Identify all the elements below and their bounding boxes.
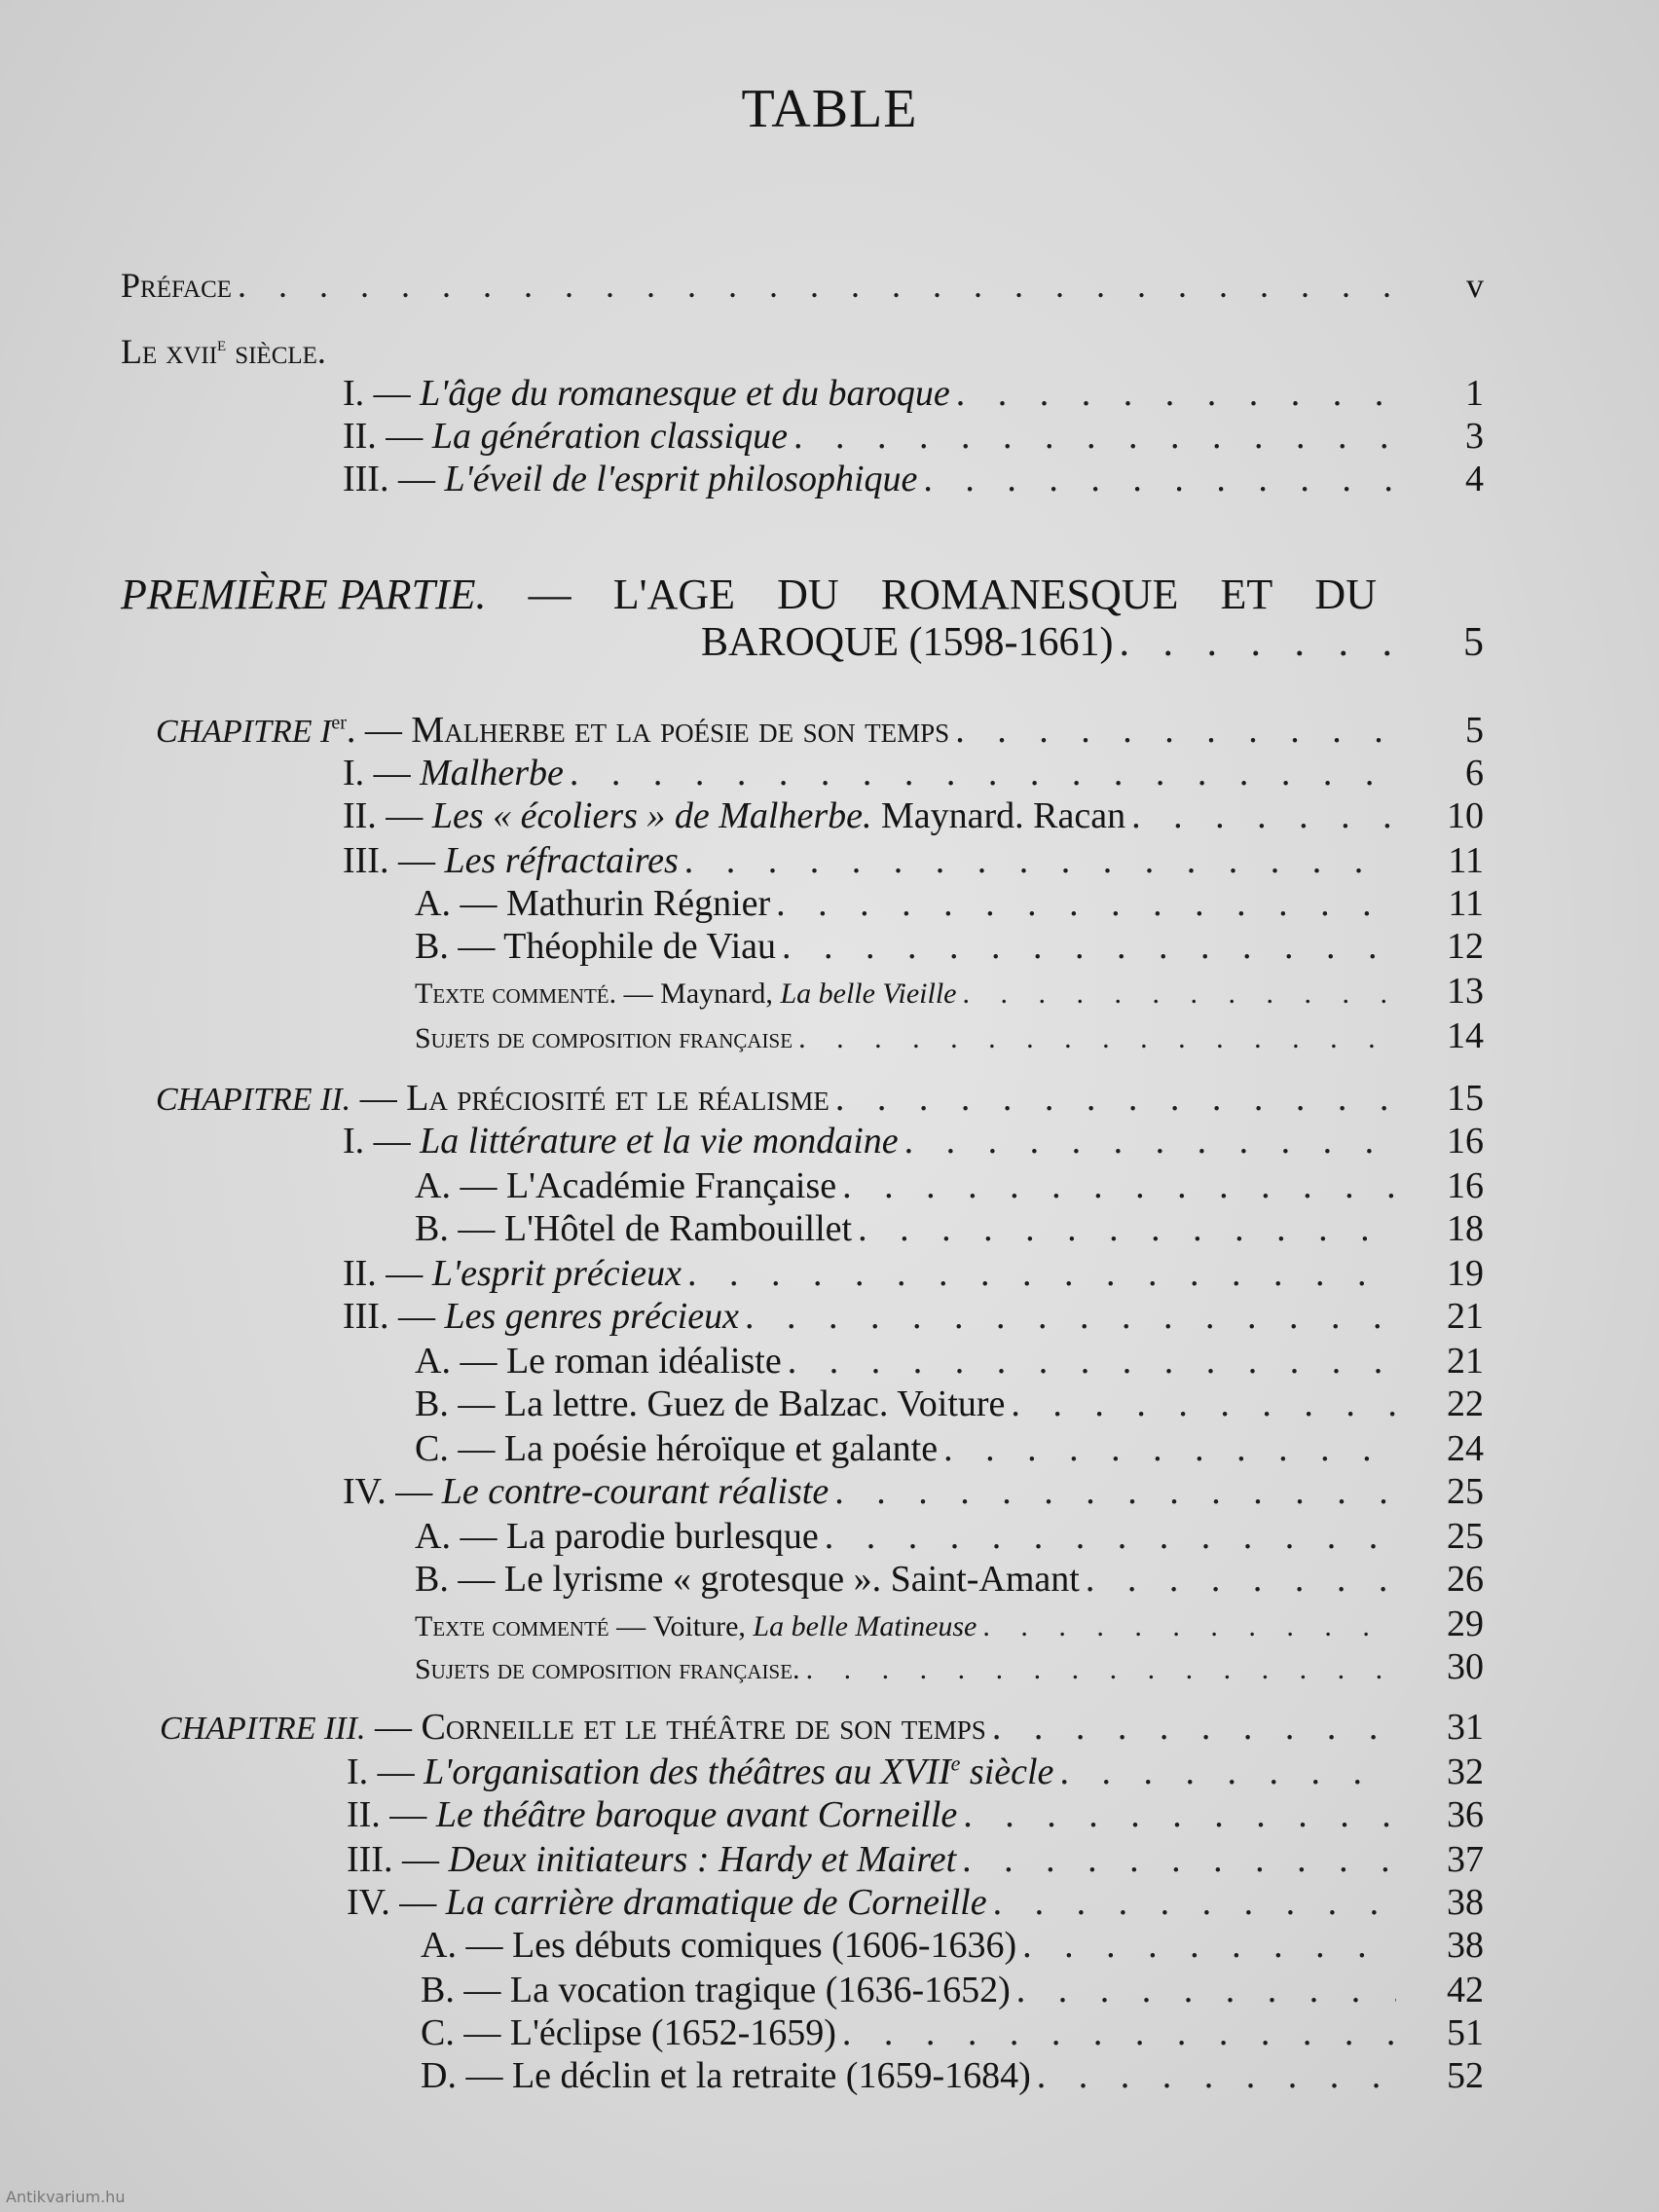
toc-entry[interactable] [415, 1340, 1484, 1382]
toc-entry[interactable] [415, 1382, 1484, 1425]
toc-entry[interactable] [415, 1427, 1484, 1470]
entry-label: A. — Mathurin Régnier [415, 883, 771, 924]
page-number: 3 [1465, 416, 1484, 457]
page-number: 13 [1447, 971, 1484, 1012]
leader-dots [745, 1295, 1396, 1338]
leader-dots [963, 977, 1397, 1011]
page-number: 31 [1447, 1707, 1484, 1748]
toc-entry[interactable] [343, 794, 1484, 837]
chapter-heading-3[interactable] [160, 1706, 1484, 1749]
page-number: 32 [1447, 1751, 1484, 1792]
chapter-heading-1[interactable] [156, 709, 1484, 752]
entry-label: C. — La poésie héroïque et galante [415, 1428, 939, 1469]
page-number: 21 [1447, 1296, 1484, 1337]
part-heading[interactable] [121, 572, 1377, 617]
entry-label: A. — Le roman idéaliste [415, 1341, 782, 1382]
toc-entry[interactable] [415, 882, 1484, 925]
entry-label: I. — L'organisation des théâtres au XVIIe siècle [347, 1751, 1054, 1792]
toc-entry[interactable] [421, 1969, 1484, 2011]
leader-dots [788, 1340, 1396, 1382]
part-heading-line2[interactable]: BAROQUE (1598-1661) . . . 5 [701, 619, 1484, 662]
toc-entry[interactable] [347, 1751, 1484, 1793]
entry-label: A. — Les débuts comiques (1606-1636) [421, 1925, 1017, 1966]
leader-dots [842, 2011, 1396, 2054]
chapter-title: CHAPITRE II. — La préciosité et le réalisme [156, 1078, 830, 1119]
toc-entry-intro-2[interactable] [343, 415, 1484, 458]
page-number: 10 [1447, 795, 1484, 836]
toc-entry[interactable] [415, 925, 1484, 968]
leader-dots [963, 1793, 1396, 1836]
page-number: 11 [1448, 883, 1484, 924]
page-number: 38 [1447, 1882, 1484, 1923]
toc-entry-intro-1[interactable] [343, 372, 1484, 415]
entry-label: III. — Les réfractaires [343, 840, 679, 881]
section-label: Le xvii$^e$ siècle. [121, 331, 326, 371]
entry-label: Texte commenté. — Maynard, La belle Vieille [415, 977, 957, 1010]
chapter-title: CHAPITRE Ier. — Malherbe et la poésie de son temps [156, 710, 950, 751]
leader-dots [842, 1164, 1396, 1207]
toc-entry[interactable] [343, 839, 1484, 882]
entry-label: II. — Les « écoliers » de Malherbe. Maynard. Racan [343, 795, 1126, 836]
leader-dots [992, 1706, 1396, 1749]
page-number: 12 [1447, 926, 1484, 967]
toc-entry[interactable] [343, 752, 1484, 794]
leader-dots [806, 1653, 1396, 1686]
page-number: 30 [1447, 1646, 1484, 1687]
leader-dots [943, 1427, 1396, 1470]
page-number: 26 [1447, 1559, 1484, 1600]
toc-section-siecle [121, 331, 997, 374]
entry-label: I. — L'âge du romanesque et du baroque [343, 373, 950, 414]
page-number: 5 [1465, 710, 1484, 751]
leader-dots [962, 1838, 1396, 1881]
toc-entry[interactable] [415, 1014, 1484, 1057]
page-number: 36 [1447, 1794, 1484, 1835]
entry-label: I. — Malherbe [343, 753, 564, 793]
toc-entry[interactable] [347, 1881, 1484, 1924]
toc-entry[interactable] [347, 1838, 1484, 1881]
toc-entry[interactable] [415, 1207, 1484, 1250]
chapter-title: CHAPITRE III. — Corneille et le théâtre de son temps [160, 1707, 986, 1748]
leader-dots [982, 1610, 1396, 1643]
page-number: 51 [1447, 2012, 1484, 2053]
leader-dots [1016, 1969, 1396, 2011]
page-number: 25 [1447, 1516, 1484, 1557]
leader-dots [793, 415, 1396, 458]
entry-label: Préface [121, 266, 233, 305]
entry-label: D. — Le déclin et la retraite (1659-1684) [421, 2055, 1031, 2096]
page-number: 38 [1447, 1925, 1484, 1966]
toc-entry[interactable] [421, 2054, 1484, 2097]
leader-dots [993, 1881, 1396, 1924]
leader-dots [798, 1022, 1396, 1055]
page-number: 15 [1447, 1078, 1484, 1119]
toc-entry[interactable] [347, 1793, 1484, 1836]
leader-dots [684, 839, 1396, 882]
page-number: 52 [1447, 2055, 1484, 2096]
leader-dots [923, 458, 1396, 500]
toc-entry[interactable] [421, 2011, 1484, 2054]
page-number: 22 [1447, 1383, 1484, 1424]
page-number: 6 [1465, 753, 1484, 793]
leader-dots [1011, 1382, 1396, 1425]
toc-entry[interactable] [415, 1558, 1484, 1601]
entry-label: C. — L'éclipse (1652-1659) [421, 2012, 836, 2053]
entry-label: B. — Le lyrisme « grotesque ». Saint-Amant [415, 1559, 1080, 1600]
page-number: 19 [1447, 1253, 1484, 1294]
page-number: 24 [1447, 1428, 1484, 1469]
page-number: 42 [1447, 1970, 1484, 2010]
entry-label: A. — La parodie burlesque [415, 1516, 819, 1557]
entry-label: II. — Le théâtre baroque avant Corneille [347, 1794, 958, 1835]
entry-label: B. — L'Hôtel de Rambouillet [415, 1208, 853, 1249]
entry-label: A. — L'Académie Française [415, 1165, 837, 1206]
page-number: 37 [1447, 1839, 1484, 1880]
leader-dots [1059, 1751, 1396, 1793]
toc-entry-intro-3[interactable] [343, 458, 1484, 500]
entry-label: I. — La littérature et la vie mondaine [343, 1121, 899, 1161]
entry-label: B. — Théophile de Viau [415, 926, 776, 967]
leader-dots [1086, 1558, 1396, 1601]
toc-entry[interactable] [415, 1603, 1484, 1645]
page-number: 29 [1447, 1604, 1484, 1644]
toc-entry[interactable] [415, 970, 1484, 1013]
page-number: 18 [1447, 1208, 1484, 1249]
entry-label: Sujets de composition française [415, 1022, 793, 1054]
entry-label: II. — La génération classique [343, 416, 789, 457]
chapter-heading-2[interactable] [156, 1077, 1484, 1120]
leader-dots [835, 1077, 1396, 1120]
page-number: 14 [1447, 1015, 1484, 1056]
entry-label: IV. — Le contre-courant réaliste [343, 1471, 830, 1512]
toc-entry[interactable] [343, 1120, 1484, 1162]
toc-entry[interactable] [415, 1645, 1484, 1688]
entry-label: B. — La lettre. Guez de Balzac. Voiture [415, 1383, 1006, 1424]
leader-dots [1131, 794, 1396, 837]
leader-dots [904, 1120, 1396, 1162]
page-number: 4 [1465, 459, 1484, 499]
toc-entry[interactable] [415, 1164, 1484, 1207]
page-number: 16 [1447, 1165, 1484, 1206]
page-number: 21 [1447, 1341, 1484, 1382]
page-number: v [1466, 266, 1484, 305]
leader-dots [858, 1207, 1396, 1250]
leader-dots [1119, 619, 1396, 666]
page-number: 25 [1447, 1471, 1484, 1512]
toc-entry[interactable] [415, 1515, 1484, 1558]
leader-dots [834, 1470, 1396, 1513]
leader-dots [955, 709, 1396, 752]
leader-dots [1022, 1924, 1396, 1967]
toc-entry-preface[interactable] [121, 265, 1484, 308]
page-title: TABLE [741, 79, 918, 139]
page-number: 1 [1465, 373, 1484, 414]
entry-label: II. — L'esprit précieux [343, 1253, 682, 1294]
toc-entry[interactable] [343, 1470, 1484, 1513]
entry-label: IV. — La carrière dramatique de Corneille [347, 1882, 987, 1923]
entry-label: III. — L'éveil de l'esprit philosophique [343, 459, 918, 499]
entry-label: Sujets de composition française. [415, 1653, 800, 1685]
watermark: Antikvarium.hu [6, 2188, 126, 2206]
leader-dots [782, 925, 1396, 968]
page-number: 16 [1447, 1121, 1484, 1161]
toc-entry[interactable] [343, 1295, 1484, 1338]
leader-dots [825, 1515, 1396, 1558]
entry-label: III. — Les genres précieux [343, 1296, 739, 1337]
entry-label: Texte commenté — Voiture, La belle Matineuse [415, 1610, 977, 1642]
toc-entry[interactable] [343, 1252, 1484, 1295]
entry-label: B. — La vocation tragique (1636-1652) [421, 1970, 1011, 2010]
page-number: 5 [1463, 620, 1484, 665]
leader-dots [956, 372, 1396, 415]
entry-label: III. — Deux initiateurs : Hardy et Mairet [347, 1839, 957, 1880]
leader-dots [570, 752, 1396, 794]
leader-dots [776, 882, 1396, 925]
part-heading-line1: PREMIÈRE PARTIE. — L'AGE DU ROMANESQUE ET DU [121, 571, 1377, 618]
leader-dots [238, 265, 1396, 306]
page-number: 11 [1448, 840, 1484, 881]
leader-dots [687, 1252, 1396, 1295]
leader-dots [1037, 2054, 1396, 2097]
toc-entry[interactable] [421, 1924, 1484, 1967]
